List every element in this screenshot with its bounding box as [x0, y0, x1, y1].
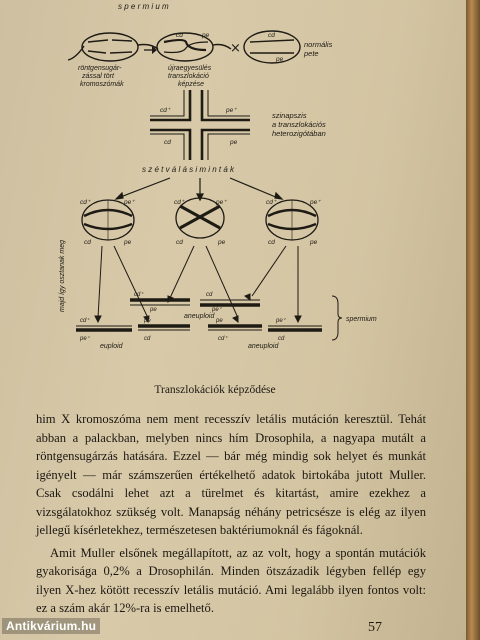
svg-text:pe⁺: pe⁺ — [124, 199, 135, 206]
svg-text:pe⁺: pe⁺ — [310, 199, 321, 206]
svg-text:transzlokáció: transzlokáció — [168, 73, 209, 80]
svg-text:cd: cd — [84, 239, 91, 246]
svg-text:a transzlokációs: a transzlokációs — [272, 120, 326, 129]
svg-text:pe⁺: pe⁺ — [216, 199, 227, 206]
label-aneuploid-2: aneuploid — [248, 343, 279, 350]
broken-sperm-cell — [68, 33, 158, 61]
svg-text:cd⁺: cd⁺ — [134, 292, 144, 298]
svg-text:cd: cd — [176, 32, 183, 39]
translocation-figure — [40, 0, 377, 368]
division-arrows — [95, 246, 301, 322]
watermark: Antikvárium.hu — [2, 618, 100, 634]
svg-text:cd: cd — [206, 292, 213, 298]
svg-text:pe: pe — [276, 56, 284, 63]
dividing-cell-left — [82, 200, 134, 240]
label-segregation: s z é t v á l á s i m i n t á k — [142, 165, 235, 174]
svg-text:pe⁺: pe⁺ — [212, 307, 222, 313]
book-spine — [466, 0, 480, 640]
svg-text:újraegyesülés: újraegyesülés — [168, 65, 212, 72]
svg-text:pe: pe — [310, 239, 318, 246]
svg-text:cd⁺: cd⁺ — [80, 318, 90, 324]
label-division: majd így osztanak meg — [59, 240, 66, 312]
svg-text:pe: pe — [202, 32, 210, 39]
svg-text:pe: pe — [218, 239, 226, 246]
svg-text:pe⁺: pe⁺ — [276, 318, 286, 324]
svg-text:cd: cd — [268, 32, 275, 39]
page-number: 57 — [368, 620, 382, 635]
body-text — [36, 410, 426, 618]
svg-text:pe: pe — [124, 239, 132, 246]
svg-text:cd: cd — [268, 239, 275, 246]
svg-text:röntgensugár-: röntgensugár- — [78, 65, 122, 72]
paragraph-2: Amit Muller elsőnek megállapított, az az volt, hogy a spontán mutációk gyakorisága 0,2% a Drosophilán. Minden ötszázadik légyben fellép egy ilyen X-hez kötött recesszív letális mutáció. Ami legalább ilyen fontos volt: ez a szám akár 12%-ra is emelhető. — [36, 545, 426, 615]
svg-text:cd: cd — [176, 239, 183, 246]
label-spermium: s p e r m i u m — [118, 2, 169, 11]
figure-caption: Transzlokációk képződése — [154, 384, 276, 396]
synapsis-cross — [150, 90, 250, 160]
svg-text:pe⁺: pe⁺ — [80, 336, 90, 342]
svg-text:kromoszómák: kromoszómák — [80, 81, 124, 88]
svg-text:pe: pe — [230, 139, 238, 146]
svg-text:cd: cd — [164, 139, 171, 146]
svg-text:cd⁺: cd⁺ — [266, 199, 277, 206]
paragraph-1: him X kromoszóma nem ment recesszív letális mutáción keresztül. Tehát abban a palackban, melyben nincs hím Drosophila, a nagyapa mutált a röntgensugárzás hatására. Ezzel — bár még mindig sok helyet és munkát igényelt — már számszerűen értékelhető adatok birtokába jutott Muller. Csak csodálni lehet azt a türelmet és kitartást, amire ezekhez a vizsgálatokhoz szükség volt. Manapság néhány petricsésze is elég az ilyen jellegű kísérletekhez, természetesen baktériumoknál és fágoknál. — [36, 412, 426, 537]
label-spermium-right: spermium — [346, 316, 377, 323]
svg-text:cd⁺: cd⁺ — [80, 199, 91, 206]
svg-text:cd: cd — [278, 336, 285, 342]
svg-text:pe⁺: pe⁺ — [226, 107, 237, 114]
label-aneuploid-1: aneuploid — [184, 313, 215, 320]
svg-text:cd⁺: cd⁺ — [218, 336, 228, 342]
svg-text:cd⁺: cd⁺ — [174, 199, 185, 206]
svg-text:pe: pe — [144, 318, 151, 324]
svg-text:zással tört: zással tört — [82, 73, 114, 80]
svg-text:képzése: képzése — [178, 81, 205, 88]
svg-text:pe: pe — [216, 318, 223, 324]
dividing-cell-right — [266, 200, 318, 240]
segregation-arrows — [116, 178, 282, 200]
svg-text:normális: normális — [304, 40, 333, 49]
svg-text:heterozigótában: heterozigótában — [272, 129, 326, 138]
svg-text:cd⁺: cd⁺ — [160, 107, 171, 114]
translocation-sperm-cell — [157, 33, 231, 61]
svg-text:pete: pete — [304, 49, 319, 58]
svg-text:szinapszis: szinapszis — [272, 111, 307, 120]
cross-icon: × — [230, 41, 241, 56]
bracket-icon — [332, 296, 342, 340]
svg-text:pe: pe — [150, 307, 157, 313]
svg-text:cd: cd — [144, 336, 151, 342]
label-euploid: euploid — [100, 343, 123, 350]
